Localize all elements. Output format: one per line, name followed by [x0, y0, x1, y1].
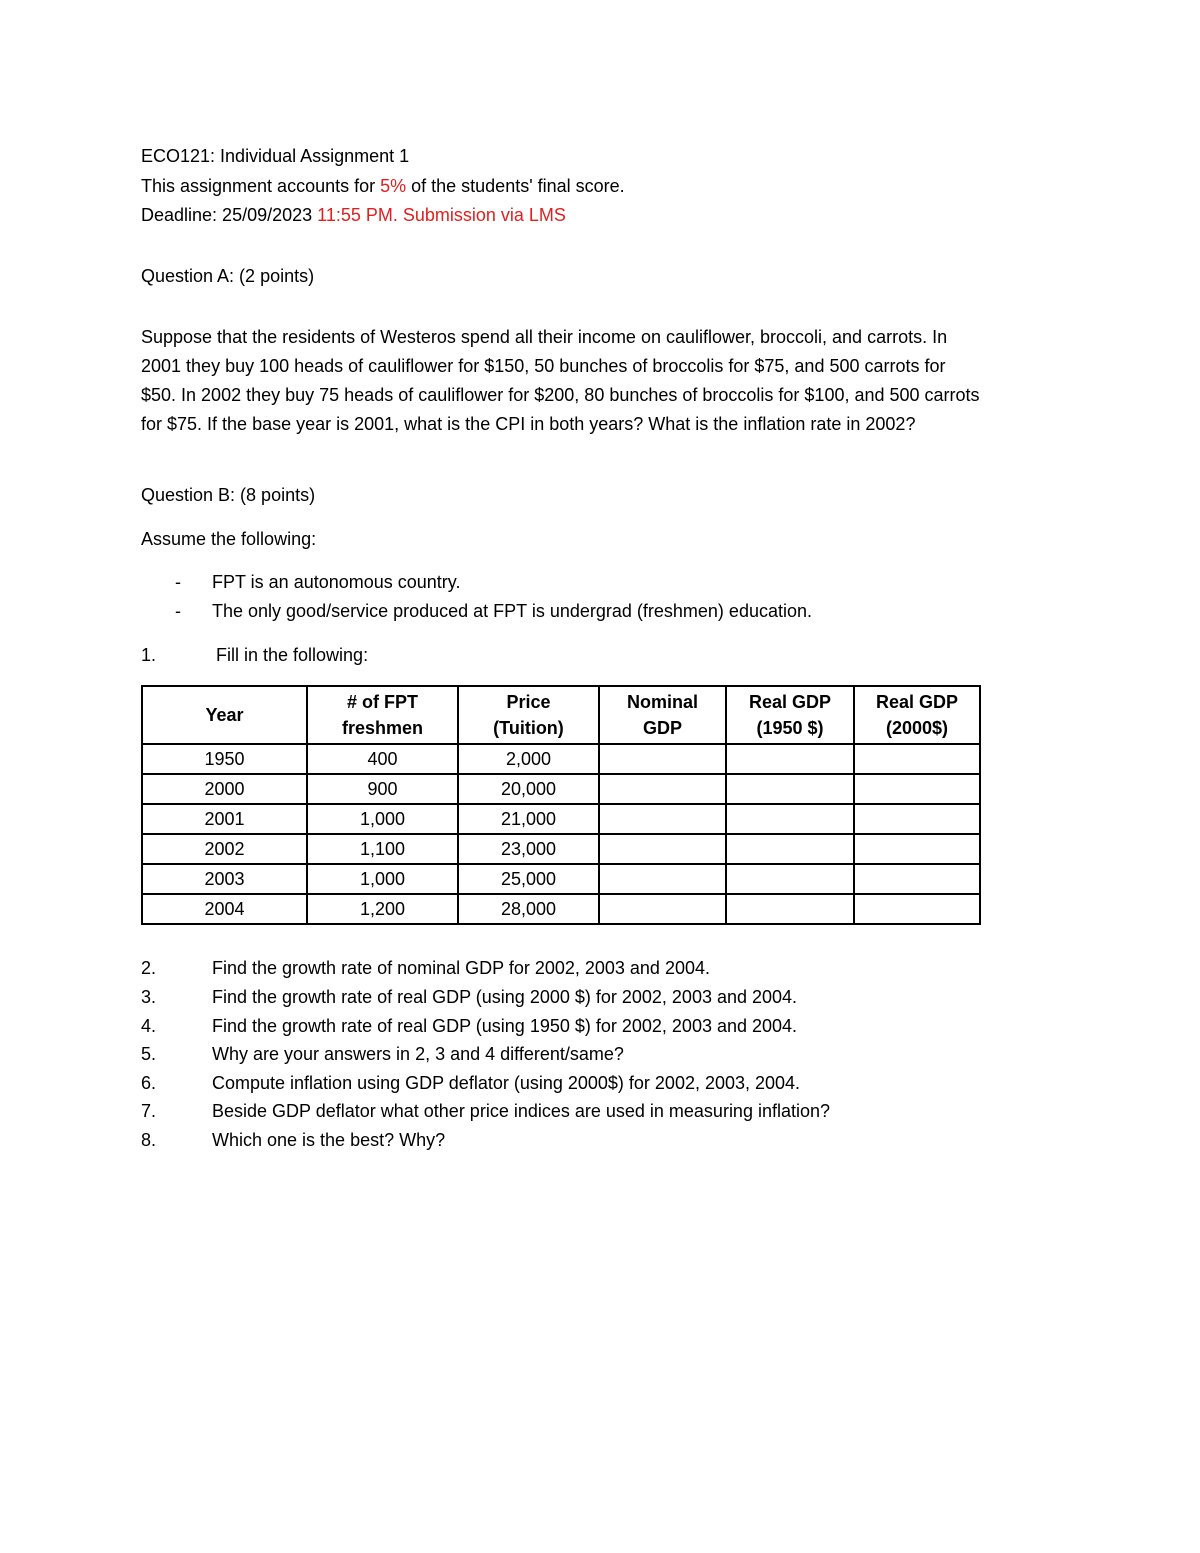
question-a-line: for $75. If the base year is 2001, what is the CPI in both years? What is the inflation rate in 2002?	[141, 414, 916, 434]
cell-freshmen: 1,200	[307, 894, 458, 924]
cell-nominal-gdp	[599, 804, 726, 834]
table-header-row	[142, 686, 980, 744]
cell-real-gdp-2000	[854, 744, 980, 774]
cell-real-gdp-1950	[726, 834, 854, 864]
item-text: Compute inflation using GDP deflator (using 2000$) for 2002, 2003, 2004.	[212, 1073, 801, 1093]
header-price: Price (Tuition)	[458, 686, 599, 744]
bullet-marker: -	[175, 601, 181, 621]
cell-freshmen: 400	[307, 744, 458, 774]
question-a-line: $50. In 2002 they buy 75 heads of cauliflower for $200, 80 bunches of broccolis for $100, and 500 carrots	[141, 385, 980, 405]
cell-year: 2001	[142, 804, 307, 834]
table-row	[142, 864, 980, 894]
cell-real-gdp-1950	[726, 774, 854, 804]
cell-real-gdp-2000	[854, 774, 980, 804]
question-a-line: Suppose that the residents of Westeros spend all their income on cauliflower, broccoli, and carrots. In	[141, 327, 948, 347]
cell-real-gdp-1950	[726, 894, 854, 924]
item-number: 4.	[141, 1016, 157, 1036]
assume-label: Assume the following:	[141, 529, 317, 549]
cell-nominal-gdp	[599, 834, 726, 864]
item-number: 3.	[141, 987, 157, 1007]
item-number: 8.	[141, 1130, 157, 1150]
cell-price: 2,000	[458, 744, 599, 774]
cell-real-gdp-2000	[854, 834, 980, 864]
item-number: 2.	[141, 958, 157, 978]
table-row	[142, 774, 980, 804]
assignment-title: ECO121: Individual Assignment 1	[141, 146, 410, 166]
cell-year: 2000	[142, 774, 307, 804]
deadline-time: 11:55 PM. Submission via LMS	[317, 205, 566, 225]
question-a-line: 2001 they buy 100 heads of cauliflower for $150, 50 bunches of broccolis for $75, and 500 carrots for	[141, 356, 946, 376]
cell-real-gdp-1950	[726, 864, 854, 894]
cell-real-gdp-1950	[726, 804, 854, 834]
gdp-table	[141, 685, 981, 925]
assignment-deadline	[141, 204, 566, 226]
cell-real-gdp-2000	[854, 894, 980, 924]
cell-freshmen: 1,000	[307, 804, 458, 834]
cell-nominal-gdp	[599, 774, 726, 804]
cell-year: 2002	[142, 834, 307, 864]
bullet-item: FPT is an autonomous country.	[212, 572, 461, 592]
question-b-heading: Question B: (8 points)	[141, 485, 316, 505]
weight-value: 5%	[380, 176, 407, 196]
item-text: Beside GDP deflator what other price indices are used in measuring inflation?	[212, 1101, 831, 1121]
cell-real-gdp-1950	[726, 744, 854, 774]
item-text: Find the growth rate of real GDP (using 2000 $) for 2002, 2003 and 2004.	[212, 987, 798, 1007]
weight-pre: This assignment accounts for	[141, 176, 381, 196]
deadline-pre: Deadline: 25/09/2023	[141, 205, 318, 225]
table-row	[142, 834, 980, 864]
header-freshmen: # of FPT freshmen	[307, 686, 458, 744]
cell-freshmen: 900	[307, 774, 458, 804]
cell-real-gdp-2000	[854, 864, 980, 894]
bullet-marker: -	[175, 572, 181, 592]
cell-freshmen: 1,000	[307, 864, 458, 894]
cell-price: 23,000	[458, 834, 599, 864]
cell-real-gdp-2000	[854, 804, 980, 834]
item-number: 7.	[141, 1101, 157, 1121]
weight-post: of the students' final score.	[406, 176, 625, 196]
cell-price: 20,000	[458, 774, 599, 804]
cell-year: 2003	[142, 864, 307, 894]
cell-year: 1950	[142, 744, 307, 774]
item-text: Fill in the following:	[216, 645, 369, 665]
item-number: 5.	[141, 1044, 157, 1064]
cell-nominal-gdp	[599, 894, 726, 924]
cell-nominal-gdp	[599, 744, 726, 774]
cell-freshmen: 1,100	[307, 834, 458, 864]
cell-year: 2004	[142, 894, 307, 924]
table-row	[142, 894, 980, 924]
header-nominal-gdp: Nominal GDP	[599, 686, 726, 744]
assignment-weight	[141, 175, 625, 197]
header-real-gdp-1950: Real GDP (1950 $)	[726, 686, 854, 744]
item-text: Find the growth rate of nominal GDP for 2002, 2003 and 2004.	[212, 958, 710, 978]
table-row	[142, 744, 980, 774]
bullet-item: The only good/service produced at FPT is undergrad (freshmen) education.	[212, 601, 812, 621]
cell-price: 28,000	[458, 894, 599, 924]
table-row	[142, 804, 980, 834]
cell-nominal-gdp	[599, 864, 726, 894]
item-text: Find the growth rate of real GDP (using 1950 $) for 2002, 2003 and 2004.	[212, 1016, 798, 1036]
cell-price: 21,000	[458, 804, 599, 834]
item-number: 6.	[141, 1073, 157, 1093]
cell-price: 25,000	[458, 864, 599, 894]
item-number: 1.	[141, 645, 157, 665]
question-a-heading: Question A: (2 points)	[141, 266, 315, 286]
header-year: Year	[142, 686, 307, 744]
header-real-gdp-2000: Real GDP (2000$)	[854, 686, 980, 744]
item-text: Why are your answers in 2, 3 and 4 different/same?	[212, 1044, 624, 1064]
item-text: Which one is the best? Why?	[212, 1130, 446, 1150]
